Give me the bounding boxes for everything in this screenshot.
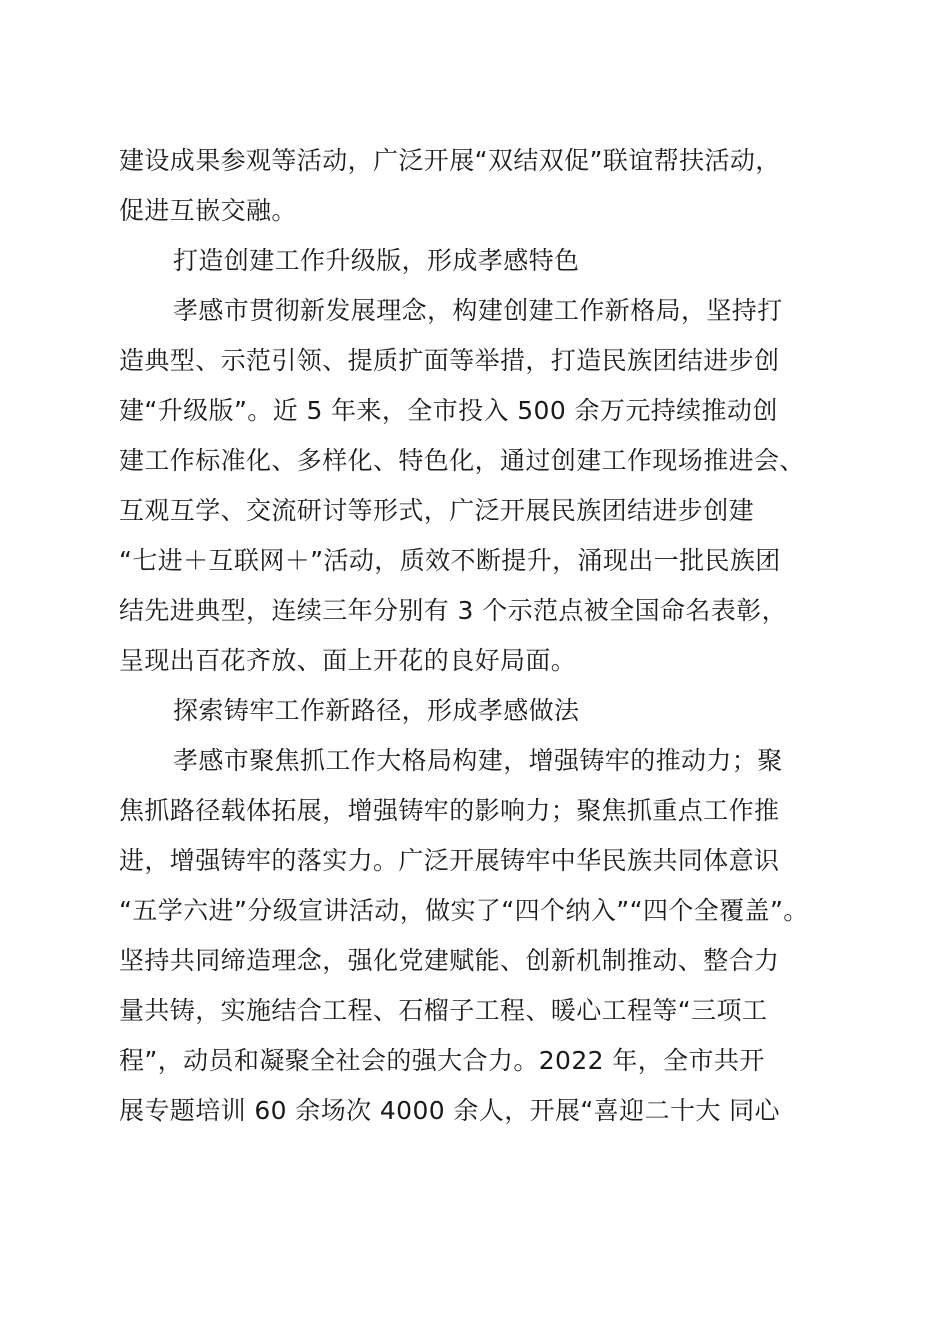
text-line-14: 焦抓路径载体拓展，增强铸牢的影响力；聚焦抓重点工作推 bbox=[119, 796, 780, 825]
text-line-4: 孝感市贯彻新发展理念，构建创建工作新格局，坚持打 bbox=[173, 296, 783, 325]
text-line-10: 结先进典型，连续三年分别有 3 个示范点被全国命名表彰， bbox=[119, 596, 788, 625]
text-line-11: 呈现出百花齐放、面上开花的良好局面。 bbox=[119, 646, 577, 675]
text-line-16: “五学六进”分级宣讲活动，做实了“四个纳入”“四个全覆盖”。 bbox=[119, 896, 809, 925]
text-line-6: 建“升级版”。近 5 年来，全市投入 500 余万元持续推动创 bbox=[119, 396, 778, 425]
text-line-7: 建工作标准化、多样化、特色化，通过创建工作现场推进会、 bbox=[119, 446, 805, 475]
text-line-20: 展专题培训 60 余场次 4000 余人，开展“喜迎二十大 同心 bbox=[119, 1096, 780, 1125]
text-line-8: 互观互学、交流研讨等形式，广泛开展民族团结进步创建 bbox=[119, 496, 755, 525]
text-line-17: 坚持共同缔造理念，强化党建赋能、创新机制推动、整合力 bbox=[119, 946, 780, 975]
text-line-13: 孝感市聚焦抓工作大格局构建，增强铸牢的推动力；聚 bbox=[173, 746, 783, 775]
text-line-1: 建设成果参观等活动，广泛开展“双结双促”联谊帮扶活动， bbox=[119, 146, 781, 175]
text-line-15: 进，增强铸牢的落实力。广泛开展铸牢中华民族共同体意识 bbox=[119, 846, 780, 875]
text-line-19: 程”，动员和凝聚全社会的强大合力。2022 年，全市共开 bbox=[119, 1046, 765, 1075]
text-line-2: 促进互嵌交融。 bbox=[119, 196, 297, 225]
text-line-5: 造典型、示范引领、提质扩面等举措，打造民族团结进步创 bbox=[119, 346, 780, 375]
section-heading-path: 探索铸牢工作新路径，形成孝感做法 bbox=[173, 696, 580, 725]
section-heading-upgrade: 打造创建工作升级版，形成孝感特色 bbox=[173, 246, 580, 275]
text-line-18: 量共铸，实施结合工程、石榴子工程、暖心工程等“三项工 bbox=[119, 996, 768, 1025]
text-line-9: “七进＋互联网＋”活动，质效不断提升，涌现出一批民族团 bbox=[119, 546, 781, 575]
